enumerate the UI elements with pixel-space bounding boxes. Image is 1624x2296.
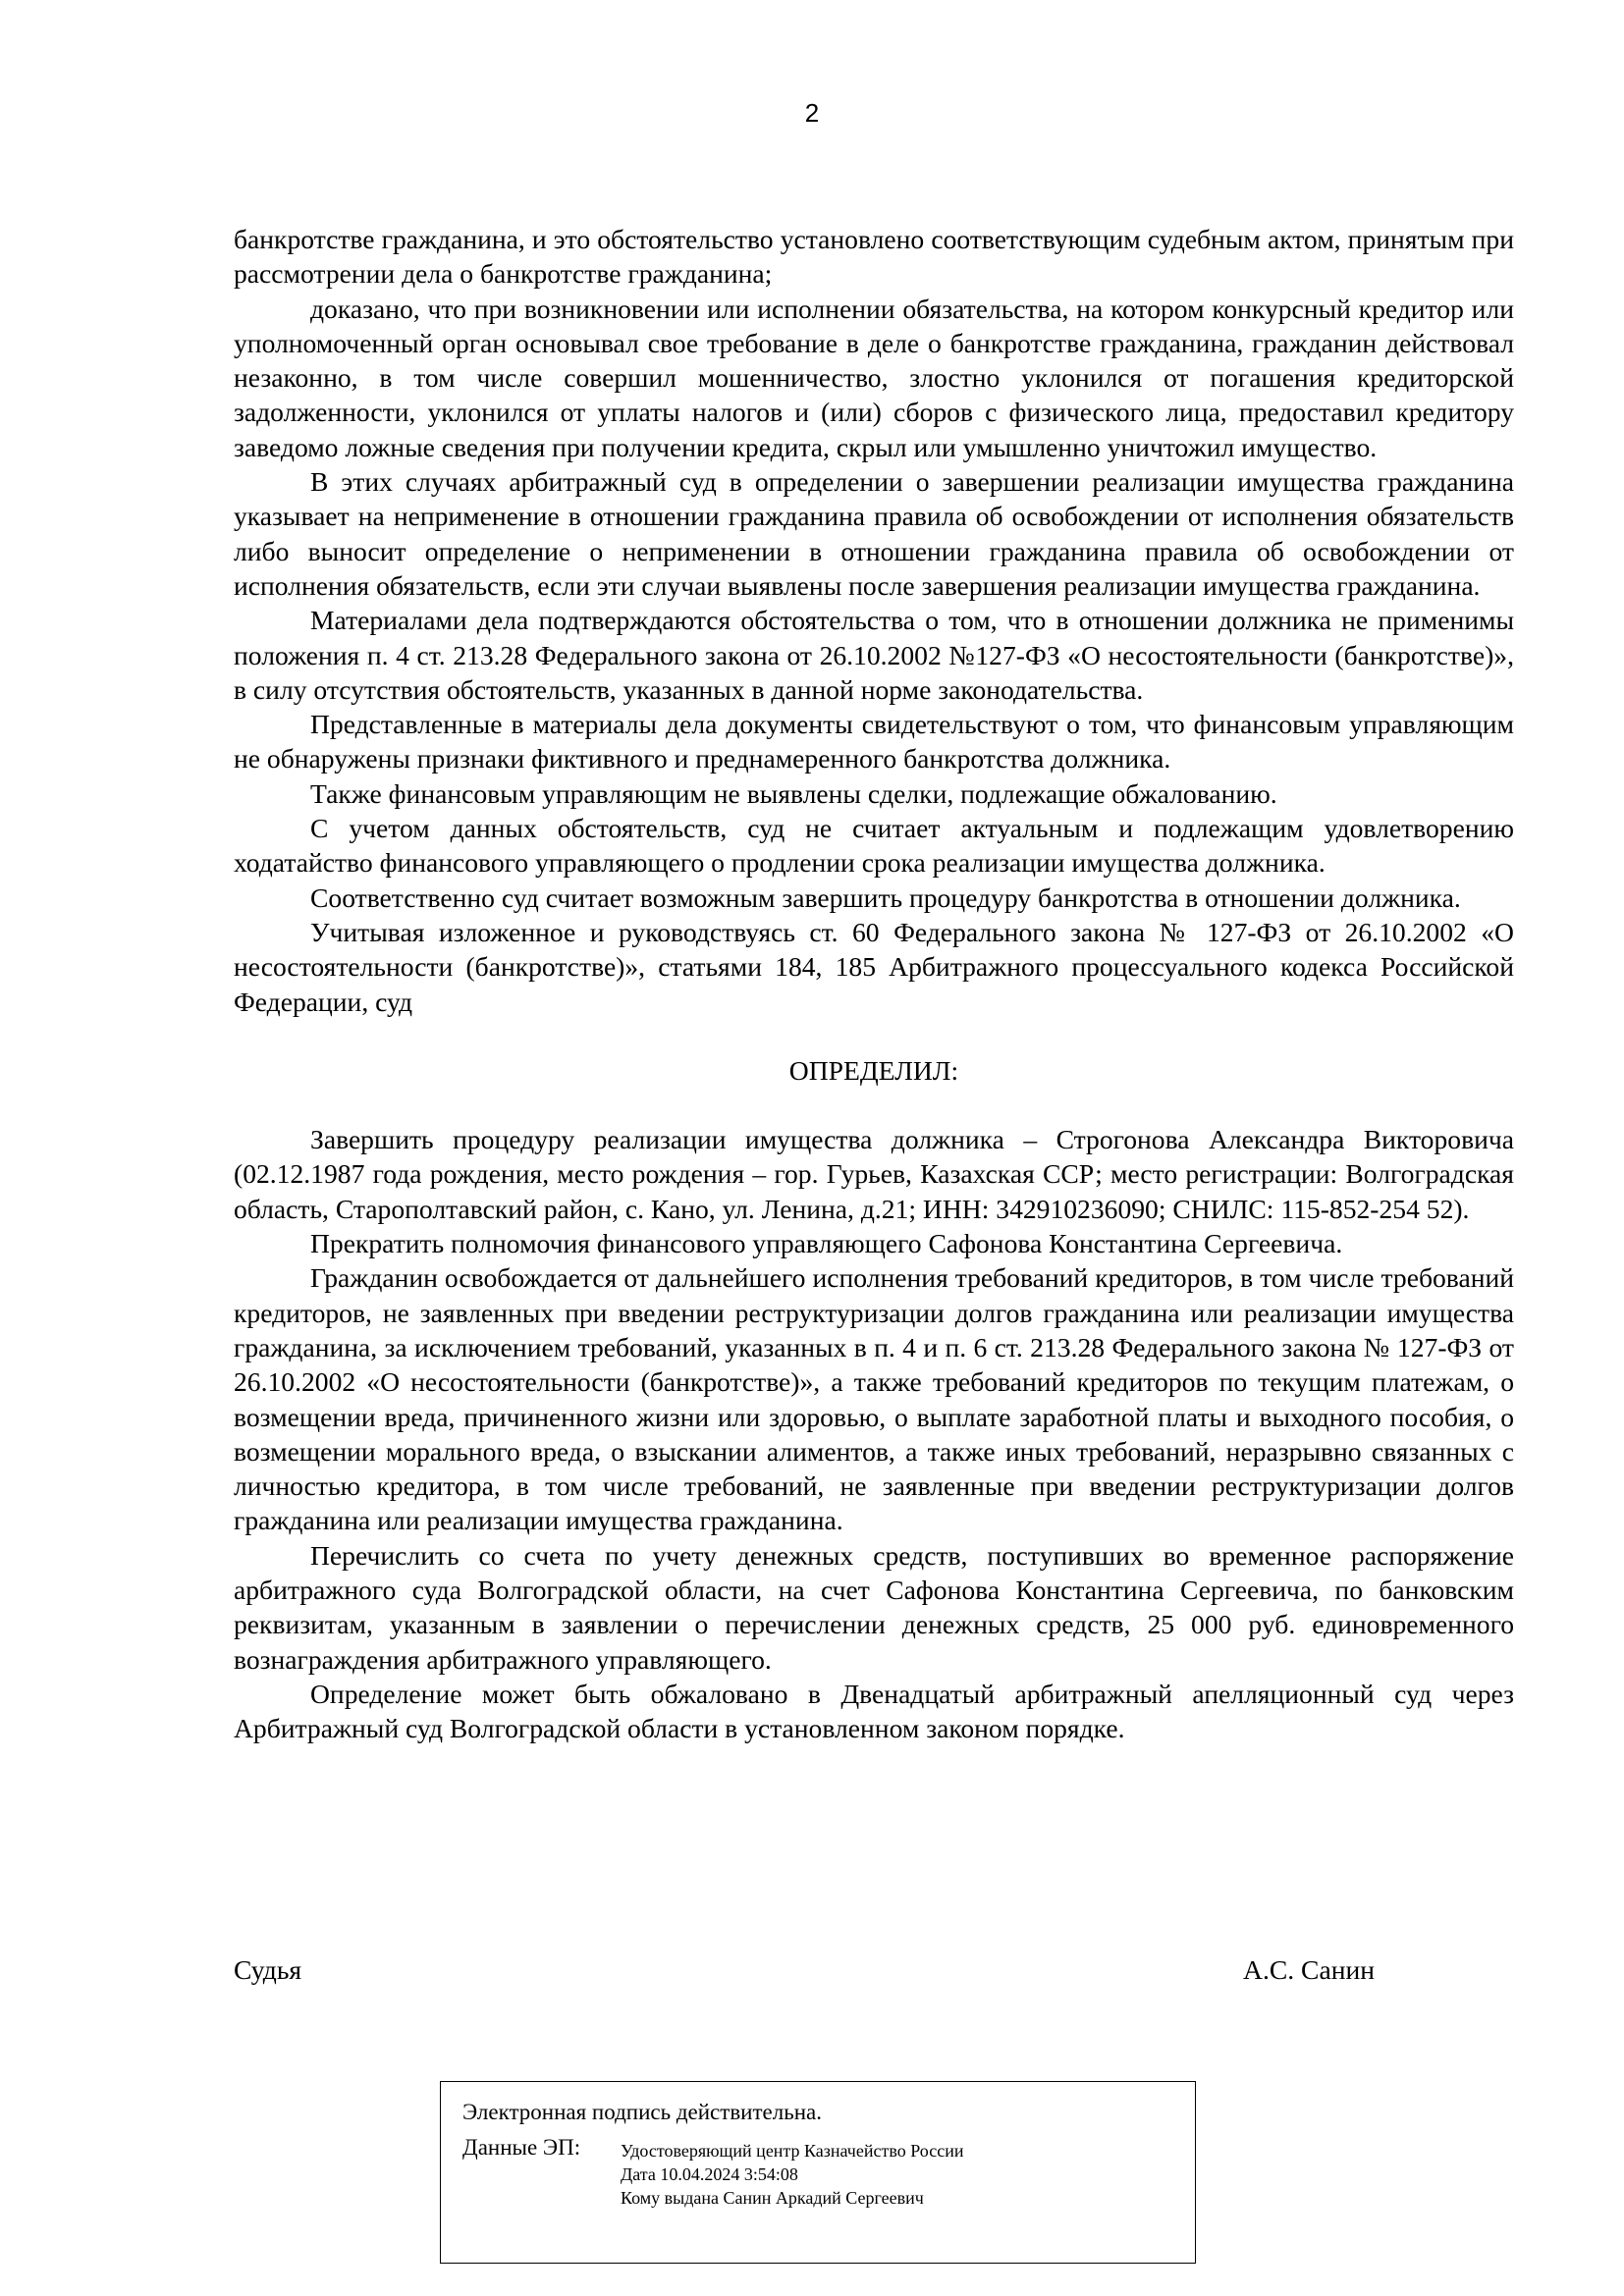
paragraph: Определение может быть обжаловано в Двенадцатый арбитражный апелляционный суд через Арбитражный суд Волгоградской области в установленном законом порядке.	[234, 1678, 1514, 1744]
paragraph: Завершить процедуру реализации имущества должника – Строгонова Александра Викторовича (02.12.1987 года рождения, место рождения – гор. Гурьев, Казахская ССР; место регистрации: Волгоградская область, Старополтавский район, с. Кано, ул. Ленина, д.21; ИНН: 342910236090; СНИЛС: 115-852-254 52).	[234, 1124, 1514, 1224]
paragraph: Гражданин освобождается от дальнейшего исполнения требований кредиторов, в том числе требований кредиторов, не заявленных при введении реструктуризации долгов гражданина или реализации имущества гражданина, за исключением требований, указанных в п. 4 и п. 6 ст. 213.28 Федерального закона № 127-ФЗ от 26.10.2002 «О несостоятельности (банкротстве)», а также требований кредиторов по текущим платежам, о возмещении вреда, причиненного жизни или здоровью, о выплате заработной платы и выходного пособия, о возмещении морального вреда, о взыскании алиментов, а также иных требований, неразрывно связанных с личностью кредитора, в том числе требований, не заявленные при введении реструктуризации долгов гражданина или реализации имущества гражданина.	[234, 1262, 1514, 1536]
paragraph: доказано, что при возникновении или исполнении обязательства, на котором конкурсный кредитор или уполномоченный орган основывал свое требование в деле о банкротстве гражданина, гражданин действовал незаконно, в том числе совершил мошенничество, злостно уклонился от погашения кредиторской задолженности, уклонился от уплаты налогов и (или) сборов с физического лица, предоставил кредитору заведомо ложные сведения при получении кредита, скрыл или умышленно уничтожил имущество.	[234, 293, 1514, 462]
page-number: 2	[804, 98, 820, 128]
paragraph: банкротстве гражданина, и это обстоятельство установлено соответствующим судебным актом, принятым при рассмотрении дела о банкротстве гражданина;	[234, 224, 1514, 290]
esign-issued-to: Кому выдана Санин Аркадий Сергеевич	[621, 2188, 924, 2208]
judge-label: Судья	[234, 1954, 302, 1985]
esign-title: Электронная подпись действительна.	[462, 2100, 822, 2124]
paragraph: В этих случаях арбитражный суд в определении о завершении реализации имущества гражданина указывает на неприменение в отношении гражданина правила об освобождении от исполнения обязательств либо выносит определение о неприменении в отношении гражданина правила об освобождении от исполнения обязательств, если эти случаи выявлены после завершения реализации имущества гражданина.	[234, 466, 1514, 601]
paragraph: Представленные в материалы дела документы свидетельствуют о том, что финансовым управляющим не обнаружены признаки фиктивного и преднамеренного банкротства должника.	[234, 709, 1514, 774]
esign-issuer: Удостоверяющий центр Казначейство России	[621, 2141, 964, 2161]
document-body	[234, 222, 1514, 1745]
electronic-signature-box	[440, 2081, 1196, 2264]
paragraph: Перечислить со счета по учету денежных средств, поступивших во временное распоряжение арбитражного суда Волгоградской области, на счет Сафонова Константина Сергеевича, по банковским реквизитам, указанным в заявлении о перечислении денежных средств, 25 000 руб. единовременного вознаграждения арбитражного управляющего.	[234, 1539, 1514, 1675]
paragraph: Также финансовым управляющим не выявлены сделки, подлежащие обжалованию.	[310, 777, 1277, 809]
esign-details	[621, 2139, 963, 2210]
paragraph: Материалами дела подтверждаются обстоятельства о том, что в отношении должника не применимы положения п. 4 ст. 213.28 Федерального закона от 26.10.2002 №127-ФЗ «О несостоятельности (банкротстве)», в силу отсутствия обстоятельств, указанных в данной норме законодательства.	[234, 605, 1514, 705]
paragraph: С учетом данных обстоятельств, суд не считает актуальным и подлежащим удовлетворению ходатайство финансового управляющего о продлении срока реализации имущества должника.	[234, 813, 1514, 879]
paragraph: Учитывая изложенное и руководствуясь ст. 60 Федерального закона № 127-ФЗ от 26.10.2002 «О несостоятельности (банкротстве)», статьями 184, 185 Арбитражного процессуального кодекса Российской Федерации, суд	[234, 916, 1514, 1017]
esign-label: Данные ЭП:	[462, 2135, 581, 2160]
esign-date: Дата 10.04.2024 3:54:08	[621, 2164, 798, 2184]
judge-name: А.С. Санин	[1243, 1954, 1375, 1985]
paragraph: Соответственно суд считает возможным завершить процедуру банкротства в отношении должника.	[310, 881, 1461, 913]
paragraph: Прекратить полномочия финансового управляющего Сафонова Константина Сергеевича.	[310, 1228, 1343, 1259]
ruling-heading: ОПРЕДЕЛИЛ:	[788, 1054, 959, 1086]
